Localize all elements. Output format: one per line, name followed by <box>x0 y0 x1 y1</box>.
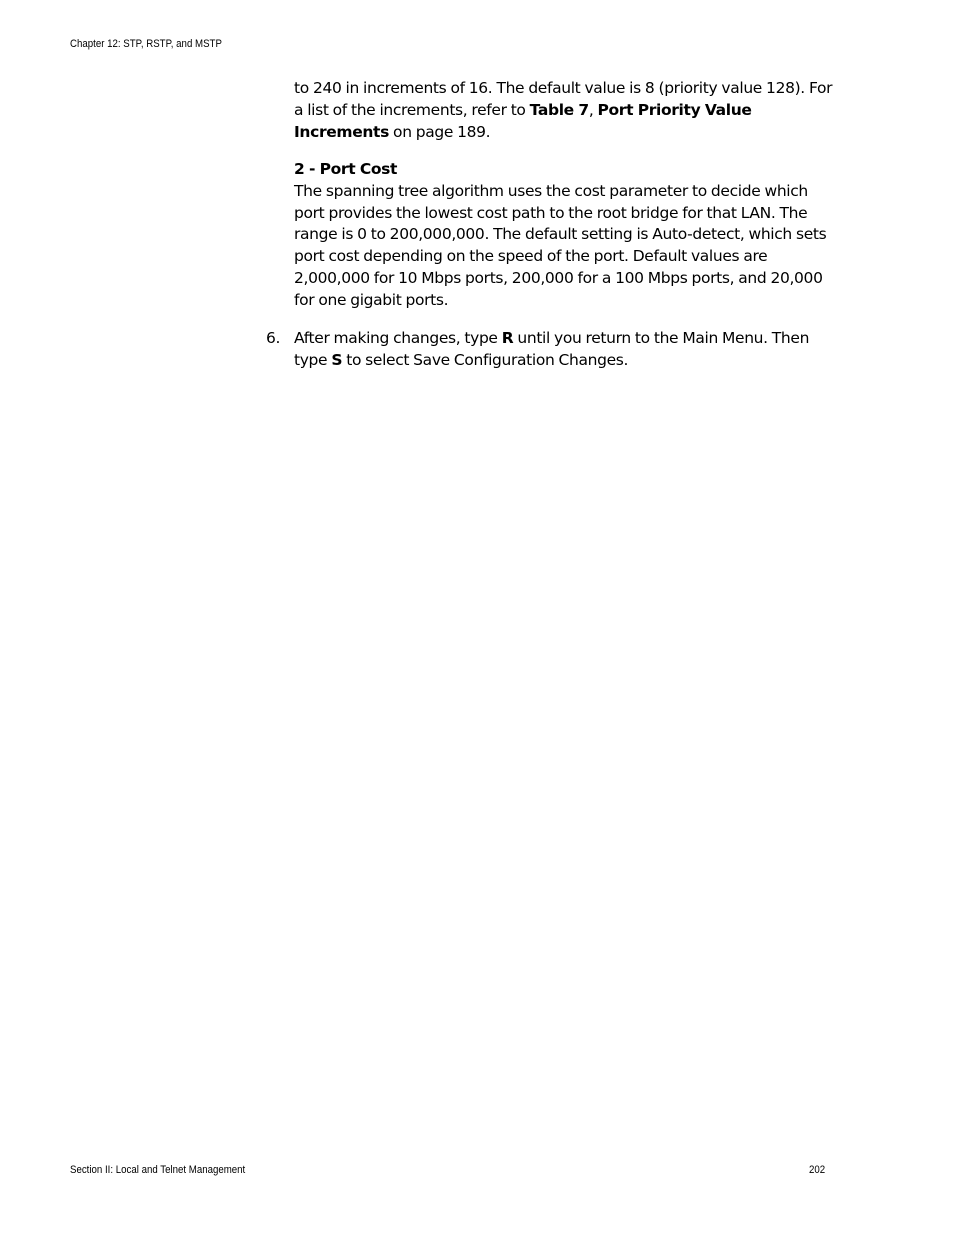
table-reference-link: Table 7 <box>529 100 589 119</box>
port-cost-description: The spanning tree algorithm uses the cost parameter to decide which port provides the lowest cost path to the root bridge for that LAN. The range is 0 to 200,000,000. The default setting is Auto-detect, which sets port cost depending on the speed of the port. Default values are 2,000,000 for 10 Mbps ports, 200,000 for a 100 Mbps ports, and 20,000 for one gigabit ports. <box>294 181 827 309</box>
paragraph-text: to 240 in increments of 16. The default value is 8 (priority value 128). For a list of the increments, refer to <box>294 79 833 119</box>
step-text-part: until you return to the Main Menu. Then type <box>294 329 810 369</box>
reference-separator: , <box>588 100 598 119</box>
running-header-chapter: Chapter 12: STP, RSTP, and MSTP <box>70 38 222 50</box>
table-title-reference: Port Priority Value Increments <box>294 100 752 141</box>
continued-paragraph <box>294 78 834 143</box>
step-number: 6. <box>266 329 281 347</box>
port-cost-heading: 2 - Port Cost <box>294 160 398 178</box>
step-6-text <box>294 328 839 372</box>
port-cost-section <box>294 159 834 312</box>
step-text-part: After making changes, type <box>294 329 502 347</box>
key-s: S <box>331 350 343 369</box>
page-reference-text: on page 189. <box>388 122 491 141</box>
step-text-part: to select Save Configuration Changes. <box>342 350 629 369</box>
running-footer-section: Section II: Local and Telnet Management <box>70 1164 246 1176</box>
key-r: R <box>501 329 514 347</box>
page-number: 202 <box>809 1164 826 1176</box>
